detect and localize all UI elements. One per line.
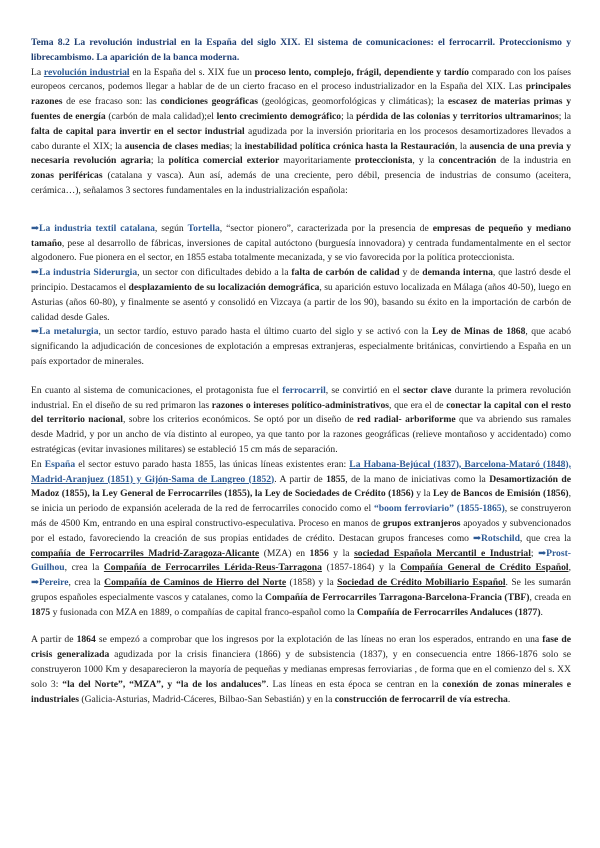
- term: desplazamiento de su localización demográfica: [128, 281, 320, 293]
- text: En cuanto al sistema de comunicaciones, el protagonista fue el: [31, 384, 283, 396]
- text: En: [31, 458, 45, 470]
- term: 1856: [309, 547, 329, 559]
- term: España: [44, 458, 76, 470]
- term: sociedad Española Mercantil e Industrial: [354, 547, 531, 559]
- text: durante la primera revolución industrial. En el diseño de su red primaron las: [31, 384, 571, 411]
- term: ausencia de una previa y necesaria revolución agraria: [31, 140, 572, 167]
- text: (1857-1864) y la: [321, 562, 401, 574]
- term: ferrocarril: [282, 384, 326, 396]
- text: , se inicia un periodo de expansión acelerada de la red de ferrocarriles conocido como el: [31, 488, 571, 515]
- text: , creada en: [529, 591, 571, 603]
- spacer: [31, 370, 571, 384]
- term: política comercial exterior: [168, 155, 280, 167]
- text: apoyados y subvencionados por el estado, favoreciendo la creación de sus propias entidades de crédito. Destacan grupos franceses como: [31, 517, 571, 544]
- text: y la: [328, 547, 355, 559]
- term: ➡Pereire: [31, 577, 69, 589]
- text: de ese fracaso son: las: [62, 96, 161, 108]
- arrow-icon: ➡: [31, 326, 40, 338]
- sector-metalurgia: [31, 325, 571, 369]
- text: ; la: [558, 110, 571, 122]
- term: fase de crisis generalizada: [31, 634, 571, 661]
- text: y fusionada con MZA en 1889, o compañías de capital franco-español como la: [50, 606, 357, 618]
- term: demanda interna: [422, 267, 493, 279]
- text: , y la: [412, 155, 439, 167]
- term: Compañía de Ferrocarriles Lérida-Reus-Tarragona: [103, 562, 322, 574]
- term: conectar la capital con el resto del territorio nacional: [31, 399, 571, 426]
- text: , que era el de: [389, 399, 447, 411]
- document-page: [31, 36, 571, 707]
- term: Desamortización de Madoz (1855), la Ley General de Ferrocarriles (1855), la Ley de Sociedades de Crédito (1856): [31, 473, 571, 500]
- term: Compañía de Ferrocarriles Tarragona-Barcelona-Francia (TBF): [265, 591, 530, 603]
- term: construcción de ferrocarril de vía estrecha: [334, 693, 508, 705]
- text: ; la: [150, 155, 169, 167]
- text: , la: [454, 140, 470, 152]
- term: proceso lento, complejo, frágil, dependiente y tardío: [254, 66, 469, 78]
- term: 1855: [326, 473, 346, 485]
- term: red radial- arboriforme: [356, 414, 456, 426]
- text: agudizada por la inversión prioritaria en los procesos desamortizadores llevados a cabo durante el XIX; la: [31, 125, 571, 152]
- sector-siderurgia: [31, 266, 571, 325]
- term: La industria textil catalana: [39, 222, 155, 234]
- text: La: [31, 66, 44, 78]
- term: principales razones: [31, 81, 571, 108]
- sector-textil: [31, 222, 571, 266]
- text: . Las líneas en esta época se centran en la: [266, 678, 443, 690]
- text: comparado con los países europeos cercanos, podemos llegar a hablar de de un cierto fracaso en el proceso industrializador en la España del XIX. Las: [31, 66, 571, 93]
- text: , que acabó significando la adjudicación de concesiones de explotación a empresas extranjeras, especialmente británicas, convirtiendo a España en un país exportador de minerales.: [31, 326, 572, 367]
- term: concentración: [438, 155, 497, 167]
- term: escasez de materias primas y fuentes de energía: [31, 96, 571, 122]
- term: inestabilidad política crónica hasta la Restauración: [244, 140, 455, 152]
- text: agudizada por la crisis financiera (1866) y de subsistencia (1837), y en consecuencia entre 1866-1876 solo se construyeron 1000 Km y desaparecieron la mayoría de pequeñas y medianas empresas ferroviarias , de forma que en el comienzo del s. XX solo 3:: [31, 649, 572, 690]
- spacer: [31, 199, 571, 222]
- term: La industria Siderurgia: [39, 267, 138, 279]
- term: razones o intereses político-administrativos: [211, 399, 390, 411]
- term: Sociedad de Crédito Mobiliario Español: [337, 577, 506, 589]
- text: de la industria en: [496, 155, 571, 167]
- text: , de la mano de iniciativas como la: [345, 473, 490, 485]
- term: 1864: [76, 634, 96, 646]
- text: y de: [399, 267, 423, 279]
- text: en la España del s. XIX fue un: [129, 66, 255, 78]
- paragraph-crisis: [31, 633, 571, 707]
- text: , que lastró desde el principio. Destacamos el: [31, 267, 571, 293]
- term: grupos extranjeros: [382, 517, 461, 529]
- term: condiciones geográficas: [160, 96, 258, 108]
- paragraph-ferrocarril: [31, 384, 571, 458]
- term: “la del Norte”, “MZA”, y “la de los andaluces”: [62, 678, 267, 690]
- arrow-icon: ➡: [31, 267, 40, 279]
- text: (Galicia-Asturias, Madrid-Cáceres, Bilbao-San Sebastián) y en la: [78, 693, 335, 705]
- text: ; la: [341, 110, 357, 122]
- term: lento crecimiento demográfico: [216, 110, 342, 122]
- term: La Habana-Bejúcal (1837), Barcelona-Mataró (1848), Madrid-Aranjuez (1851) y Gijón-Sama de Langreo (1852): [31, 458, 571, 485]
- text: , su aparición estuvo localizada en Málaga (años 40-50), luego en Asturias (años 60-80), y finalmente se asentó y consolidó en Vizcaya (a partir de los 90), basando su éxito en la importación de carbón de calidad desde Gales.: [31, 281, 571, 323]
- term: conexión de zonas minerales e industriales: [31, 678, 571, 705]
- term: Compañía General de Crédito Español: [400, 562, 569, 574]
- text: , pese al desarrollo de fábricas, inversiones de capital autóctono (burguesía innovadora) y centrada fundamentalmente en el sector algodonero. Fue pionera en el sector, en 1855 estaba totalmente mecanizada, y se vio favorecida por la política proteccionista.: [31, 237, 571, 264]
- text: ,: [568, 562, 571, 574]
- arrow-icon: ➡: [31, 222, 40, 234]
- term: Ley de Bancos de Emisión (1856): [432, 488, 569, 500]
- text: , crea la: [68, 577, 105, 589]
- term: ➡Prost-Guilhou: [31, 547, 571, 574]
- spacer: [31, 620, 571, 633]
- term: “boom ferroviario” (1855-1865): [373, 503, 505, 515]
- text: , que crea la: [519, 532, 571, 544]
- term: pérdida de las colonias y territorios ultramarinos: [356, 110, 559, 122]
- term: sector clave: [403, 384, 452, 396]
- text: , según: [154, 222, 188, 234]
- text: .: [540, 606, 543, 618]
- text: ;: [530, 547, 539, 559]
- text: se empezó a comprobar que los ingresos por la explotación de las líneas no eran los esperados, entrando en una: [95, 634, 543, 646]
- text: .: [507, 693, 511, 705]
- text: (catalana y vasca). Aun así, además de una creciente, pero débil, presencia de industrias de consumo (aceitera, cerámica…), señalamos 3 sectores fundamentales en la industrialización española:: [31, 170, 571, 196]
- text: , un sector con dificultades debido a la: [137, 267, 292, 279]
- text: el sector estuvo parado hasta 1855, las únicas líneas existentes eran:: [75, 458, 350, 470]
- text: , un sector tardío, estuvo parado hasta el último cuarto del siglo y se activó con la: [98, 326, 432, 338]
- term: revolución industrial: [43, 66, 130, 78]
- term: ausencia de clases medias: [124, 140, 230, 152]
- text: ; la: [229, 140, 245, 152]
- text: (carbón de mala calidad);el: [105, 110, 217, 122]
- text: (geológicas, geomorfológicas y climáticas); la: [257, 96, 448, 108]
- text: , “sector pionero”, caracterizada por la presencia de: [219, 222, 433, 234]
- term: falta de carbón de calidad: [291, 267, 400, 279]
- term: Ley de Minas de 1868: [431, 326, 526, 338]
- text: . Se les sumarán grupos españoles especialmente vascos y catalanes, como la: [31, 577, 571, 603]
- term: Tortella: [187, 222, 220, 234]
- term: Compañía de Ferrocarriles Andaluces (1877): [356, 606, 541, 618]
- term: ➡Rotschild: [472, 532, 520, 544]
- text: , crea la: [64, 562, 104, 574]
- text: , sobre los criterios económicos. Se optó por un diseño de: [122, 414, 357, 426]
- paragraph-intro: [31, 66, 571, 199]
- term: zonas periféricas: [31, 170, 103, 182]
- term: La metalurgia: [39, 326, 99, 338]
- term: proteccionista: [354, 155, 413, 167]
- document-title: Tema 8.2 La revolución industrial en la España del siglo XIX. El sistema de comunicaciones: el ferrocarril. Proteccionismo y librecambismo. La aparición de la banca moderna.: [31, 37, 571, 63]
- text: . A partir de: [274, 473, 327, 485]
- text: y la: [413, 488, 433, 500]
- term: 1875: [31, 606, 51, 618]
- term: falta de capital para invertir en el sector industrial: [31, 125, 245, 137]
- text: que va abriendo sus ramales desde Madrid, y por un ancho de vía distinto al europeo, ya que tanto por la razones geográficas (relieve montañoso y accidentado) como estratégicas (evitar invasiones militares) se estableció 15 cm más de separación.: [31, 414, 571, 455]
- text: , se construyeron más de 4500 Km, entrando en una espiral constructivo-especulativa. Proceso en manos de: [31, 503, 571, 529]
- term: compañía de Ferrocarriles Madrid-Zaragoza-Alicante: [31, 547, 260, 559]
- text: mayoritariamente: [279, 155, 355, 167]
- term: Compañía de Caminos de Hierro del Norte: [104, 577, 287, 589]
- term: empresas de pequeño y mediano tamaño: [31, 222, 571, 249]
- paragraph-espana: [31, 458, 571, 621]
- text: (MZA) en: [259, 547, 310, 559]
- text: , se convirtió en el: [325, 384, 404, 396]
- text: A partir de: [31, 634, 77, 646]
- text: (1858) y la: [286, 577, 338, 589]
